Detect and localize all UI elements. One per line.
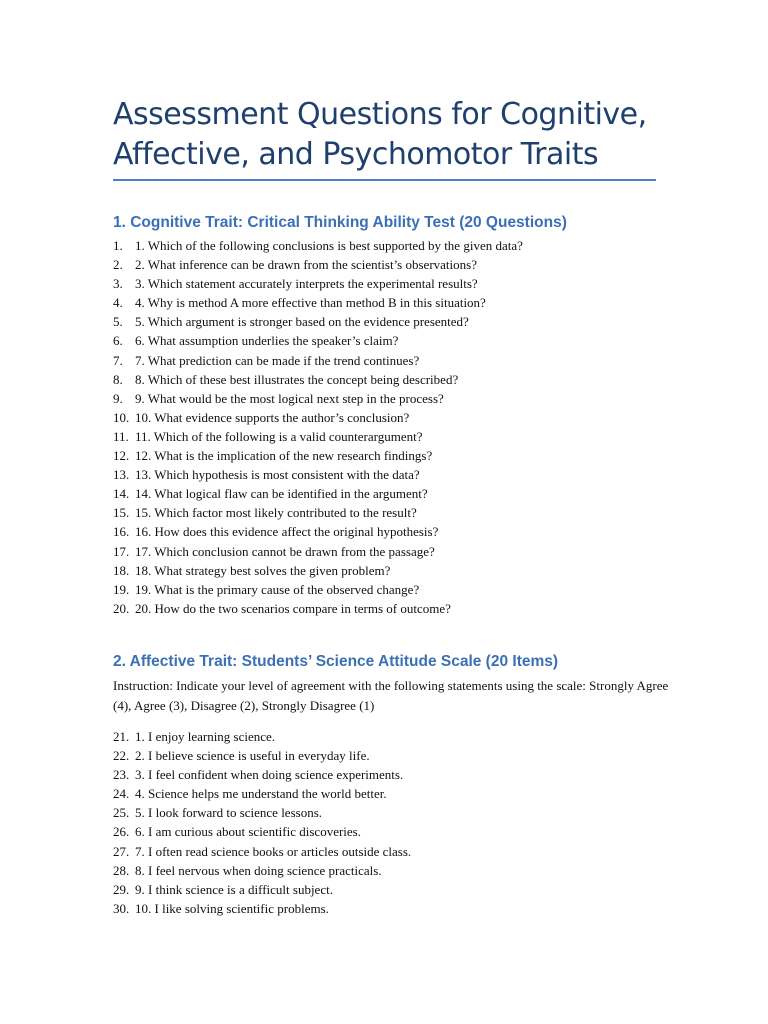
list-item	[113, 899, 411, 918]
list-item-number: 3.	[113, 276, 123, 292]
affective-instruction: Instruction: Indicate your level of agreement with the following statements using the scale: Strongly Agree (4), Agree (3), Disagree (2), Strongly Disagree (1)	[113, 678, 669, 713]
list-item-number: 4.	[113, 295, 123, 311]
section-heading-cognitive: 1. Cognitive Trait: Critical Thinking Ability Test (20 Questions)	[113, 214, 567, 231]
list-item	[113, 331, 523, 350]
list-item	[113, 822, 411, 841]
list-item-number: 10.	[113, 409, 130, 425]
list-item-number: 30.	[113, 900, 130, 916]
list-item-text: 9. What would be the most logical next step in the process?	[135, 390, 444, 406]
cognitive-question-list	[113, 236, 523, 618]
list-item-number: 23.	[113, 767, 130, 783]
document-title: Assessment Questions for Cognitive, Affective, and Psychomotor Traits	[113, 97, 647, 172]
list-item-text: 10. What evidence supports the author’s conclusion?	[135, 409, 410, 425]
list-item-number: 19.	[113, 581, 130, 597]
list-item-number: 7.	[113, 352, 123, 368]
list-item	[113, 727, 411, 746]
list-item-number: 16.	[113, 524, 130, 540]
list-item	[113, 765, 411, 784]
list-item-number: 21.	[113, 729, 130, 744]
list-item-text: 14. What logical flaw can be identified in the argument?	[135, 486, 428, 502]
list-item	[113, 580, 523, 599]
list-item-text: 3. Which statement accurately interprets the experimental results?	[135, 276, 478, 292]
list-item-text: 5. I look forward to science lessons.	[135, 805, 323, 821]
list-item-text: 2. I believe science is useful in everyday life.	[135, 748, 370, 764]
list-item-text: 15. Which factor most likely contributed to the result?	[135, 505, 417, 521]
list-item-text: 1. Which of the following conclusions is best supported by the given data?	[135, 238, 523, 253]
list-item-number: 9.	[113, 390, 123, 406]
list-item-number: 11.	[113, 428, 129, 444]
list-item-number: 15.	[113, 505, 130, 521]
list-item-number: 27.	[113, 843, 130, 859]
list-item	[113, 861, 411, 880]
list-item	[113, 427, 523, 446]
list-item	[113, 293, 523, 312]
list-item-text: 18. What strategy best solves the given problem?	[135, 562, 391, 578]
list-item-number: 17.	[113, 543, 130, 559]
list-item	[113, 312, 523, 331]
list-item	[113, 236, 523, 255]
list-item-text: 6. I am curious about scientific discoveries.	[135, 824, 361, 840]
list-item-number: 26.	[113, 824, 130, 840]
list-item	[113, 599, 523, 618]
list-item	[113, 842, 411, 861]
list-item-text: 10. I like solving scientific problems.	[135, 900, 329, 916]
list-item-text: 1. I enjoy learning science.	[135, 729, 276, 744]
list-item-number: 6.	[113, 333, 123, 349]
list-item-text: 12. What is the implication of the new research findings?	[135, 448, 433, 464]
list-item-text: 11. Which of the following is a valid counterargument?	[135, 428, 423, 444]
list-item-text: 8. Which of these best illustrates the concept being described?	[135, 371, 459, 387]
list-item-text: 20. How do the two scenarios compare in terms of outcome?	[135, 600, 451, 616]
list-item-number: 1.	[113, 238, 123, 253]
affective-statement-list	[113, 727, 411, 918]
list-item	[113, 484, 523, 503]
list-item	[113, 503, 523, 522]
list-item-text: 3. I feel confident when doing science experiments.	[135, 767, 404, 783]
list-item-text: 7. I often read science books or articles outside class.	[135, 843, 412, 859]
list-item-text: 4. Science helps me understand the world better.	[135, 786, 387, 802]
list-item-text: 8. I feel nervous when doing science practicals.	[135, 862, 382, 878]
list-item-number: 2.	[113, 257, 123, 273]
list-item-text: 9. I think science is a difficult subject.	[135, 881, 333, 897]
list-item	[113, 803, 411, 822]
list-item	[113, 274, 523, 293]
list-item	[113, 389, 523, 408]
list-item	[113, 408, 523, 427]
list-item-text: 2. What inference can be drawn from the scientist’s observations?	[135, 257, 477, 273]
list-item-text: 13. Which hypothesis is most consistent with the data?	[135, 467, 420, 483]
list-item-number: 20.	[113, 600, 130, 616]
list-item	[113, 255, 523, 274]
list-item	[113, 784, 411, 803]
list-item-number: 24.	[113, 786, 130, 802]
list-item	[113, 370, 523, 389]
title-underline	[113, 179, 656, 181]
list-item-number: 28.	[113, 862, 130, 878]
list-item-number: 5.	[113, 314, 123, 330]
list-item-text: 4. Why is method A more effective than method B in this situation?	[135, 295, 486, 311]
list-item-number: 18.	[113, 562, 130, 578]
list-item	[113, 880, 411, 899]
list-item-number: 25.	[113, 805, 130, 821]
list-item	[113, 446, 523, 465]
list-item-number: 14.	[113, 486, 130, 502]
list-item-number: 22.	[113, 748, 130, 764]
list-item-number: 8.	[113, 371, 123, 387]
section-heading-affective: 2. Affective Trait: Students’ Science Attitude Scale (20 Items)	[113, 653, 559, 670]
list-item	[113, 351, 523, 370]
list-item	[113, 465, 523, 484]
list-item-number: 29.	[113, 881, 130, 897]
list-item	[113, 542, 523, 561]
list-item-number: 13.	[113, 467, 130, 483]
list-item-text: 7. What prediction can be made if the trend continues?	[135, 352, 420, 368]
list-item-text: 6. What assumption underlies the speaker’s claim?	[135, 333, 399, 349]
list-item	[113, 746, 411, 765]
list-item-text: 19. What is the primary cause of the observed change?	[135, 581, 420, 597]
list-item-text: 17. Which conclusion cannot be drawn from the passage?	[135, 543, 435, 559]
list-item-text: 5. Which argument is stronger based on the evidence presented?	[135, 314, 469, 330]
list-item	[113, 561, 523, 580]
list-item	[113, 522, 523, 541]
list-item-number: 12.	[113, 448, 130, 464]
list-item-text: 16. How does this evidence affect the original hypothesis?	[135, 524, 439, 540]
